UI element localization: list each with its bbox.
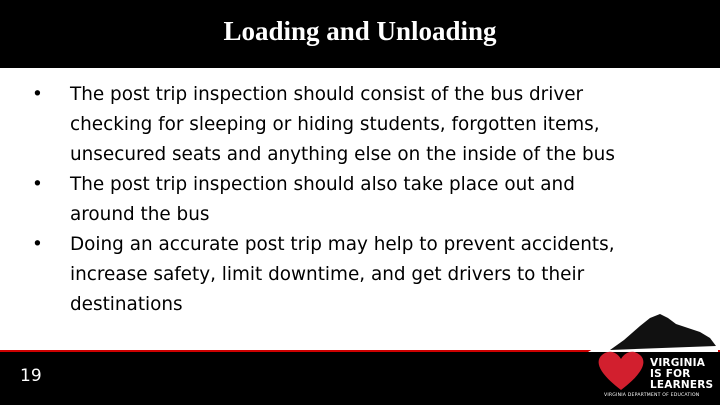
logo-subtext: VIRGINIA DEPARTMENT OF EDUCATION — [604, 393, 700, 398]
bullet-dot: • — [32, 84, 43, 105]
bullet-item — [28, 170, 668, 230]
bullet-line: increase safety, limit downtime, and get drivers to their — [70, 264, 585, 285]
logo-line-3: LEARNERS — [650, 379, 714, 391]
heart-icon — [599, 352, 644, 390]
bullet-dot: • — [32, 234, 43, 255]
bullet-line: The post trip inspection should also take place out and — [70, 174, 575, 195]
bullet-line: Doing an accurate post trip may help to prevent accidents, — [70, 234, 615, 255]
bullet-line: The post trip inspection should consist of the bus driver — [70, 84, 584, 105]
bullet-dot: • — [32, 174, 43, 195]
bullet-list — [28, 80, 668, 320]
bullet-line: checking for sleeping or hiding students, forgotten items, — [70, 114, 600, 135]
bullet-line: around the bus — [70, 204, 210, 225]
bullet-item — [28, 230, 668, 320]
bullet-item — [28, 80, 668, 170]
page-number: 19 — [20, 366, 42, 386]
logo-line-1: VIRGINIA — [650, 357, 706, 369]
slide-title: Loading and Unloading — [223, 15, 497, 46]
title-bar — [0, 0, 720, 68]
logo-line-2: IS FOR — [650, 368, 691, 380]
bullet-line: destinations — [70, 294, 183, 315]
bullet-line: unsecured seats and anything else on the inside of the bus — [70, 144, 615, 165]
